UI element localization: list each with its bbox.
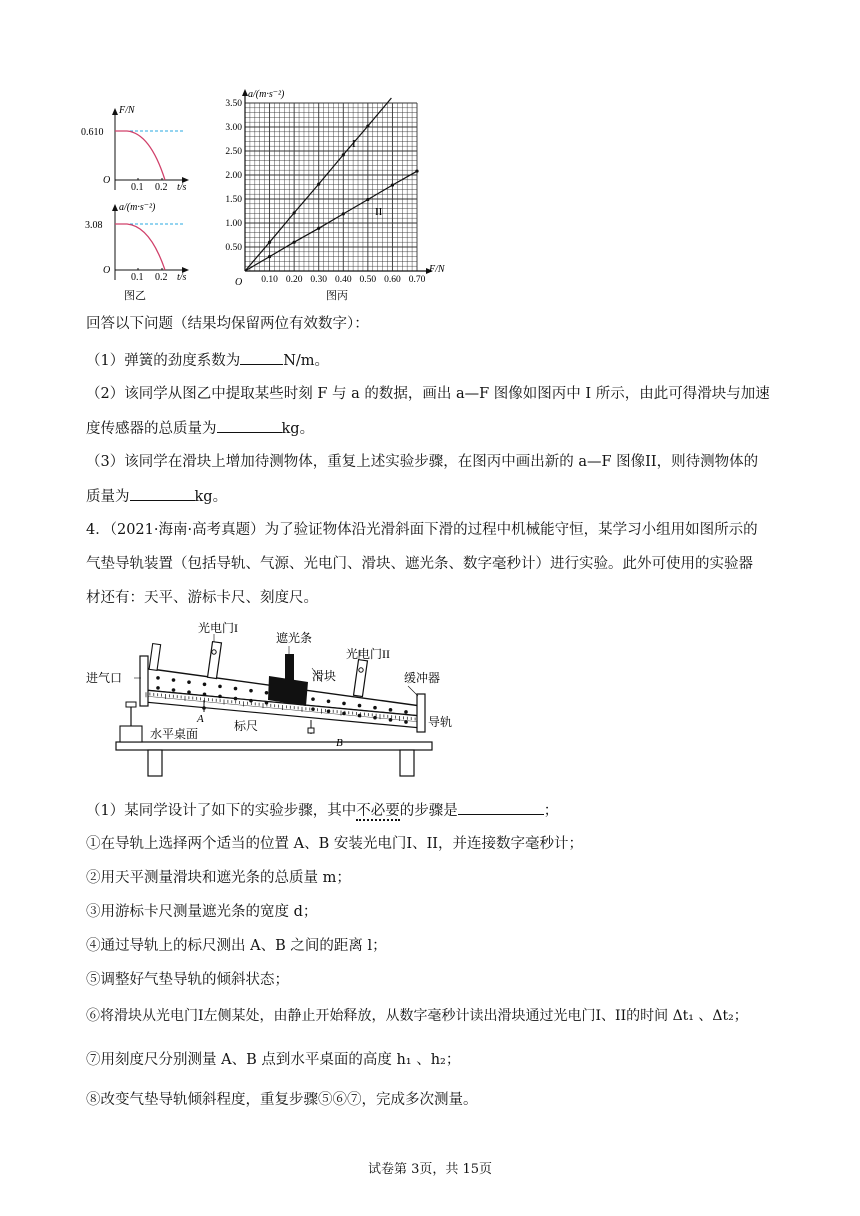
label-table: 水平桌面 (150, 727, 199, 741)
table-leg-right (400, 750, 414, 776)
air-hole (234, 697, 238, 701)
s1-emphasis: 不必要 (356, 803, 400, 819)
q3-answer-blank[interactable] (130, 486, 195, 501)
x-tick-label: 0.20 (285, 275, 303, 285)
q2-answer-blank[interactable] (217, 418, 282, 433)
series-1-point (342, 153, 345, 156)
shading-strip (285, 654, 294, 680)
series-2-point (342, 212, 345, 215)
step-3: ③用游标卡尺测量遮光条的宽度 d； (86, 904, 318, 920)
y-tick-label: 2.50 (225, 147, 242, 157)
ft-xtick-1: 0.1 (131, 182, 144, 193)
air-hole (218, 695, 222, 699)
label-scale: 标尺 (234, 719, 259, 733)
problem-4-line-1: 4．（2021·海南·高考真题）为了验证物体沿光滑斜面下滑的过程中机械能守恒，某学习小组用如图所示的 (86, 522, 758, 538)
air-hole (156, 676, 160, 680)
air-hole (265, 691, 269, 695)
label-gate1: 光电门I (198, 621, 238, 635)
air-hole (187, 680, 191, 684)
bing-ylabel: a/(m·s⁻²) (248, 89, 285, 100)
q2-unit: kg。 (281, 421, 315, 437)
label-rail: 导轨 (428, 715, 453, 729)
series-2-point (415, 170, 418, 173)
air-hole (389, 708, 393, 712)
step-8: ⑧改变气垫导轨倾斜程度，重复步骤⑤⑥⑦，完成多次测量。 (86, 1092, 478, 1108)
ft-xtick-2: 0.2 (155, 182, 168, 193)
table-leg-left (148, 750, 162, 776)
step-2: ②用天平测量滑块和遮光条的总质量 m； (86, 870, 351, 886)
x-tick-label: 0.50 (359, 275, 377, 285)
question-2-line-2 (86, 418, 314, 439)
step-4: ④通过导轨上的标尺测出 A、B 之间的距离 l； (86, 938, 387, 954)
at-xtick-2: 0.2 (155, 272, 168, 283)
x-tick-label: 0.60 (384, 275, 401, 285)
series-1-point (317, 183, 320, 186)
series-1-point (268, 241, 271, 244)
at-ylabel: a/(m·s⁻²) (119, 202, 156, 213)
photogate-1 (208, 642, 222, 679)
air-hole (373, 706, 377, 710)
line-label-1: I (352, 138, 356, 150)
q1-unit: N/m。 (283, 353, 330, 369)
label-b: B (336, 737, 343, 749)
s1-end: ； (543, 803, 559, 819)
step-1: ①在导轨上选择两个适当的位置 A、B 安装光电门I、II，并连接数字毫秒计； (86, 836, 584, 852)
air-hole (234, 687, 238, 691)
support-block (120, 726, 142, 742)
step-7: ⑦用刻度尺分别测量 A、B 点到水平桌面的高度 h₁ 、h₂； (86, 1052, 461, 1068)
step-question (86, 800, 558, 821)
air-hole (187, 690, 191, 694)
table-top (116, 742, 432, 750)
label-strip: 遮光条 (276, 631, 313, 645)
q1-text: （1）弹簧的劲度系数为 (86, 353, 241, 369)
bing-xlabel: F/N (429, 264, 445, 275)
chart-grid (245, 103, 417, 271)
air-track-apparatus (86, 616, 453, 781)
figure-bing-caption: 图丙 (326, 290, 348, 302)
problem-4-line-2: 气垫导轨装置（包括导轨、气源、光电门、滑块、遮光条、数字毫秒计）进行实验。此外可使用的实验器 (86, 556, 753, 572)
ft-origin: O (103, 175, 111, 186)
air-hole (203, 682, 207, 686)
question-3-line-2 (86, 486, 227, 507)
x-tick-label: 0.30 (310, 275, 328, 285)
air-hole (172, 688, 176, 692)
photogate-2 (354, 660, 368, 697)
y-tick-label: 1.50 (225, 195, 242, 205)
label-a: A (197, 713, 204, 725)
air-hole (327, 700, 331, 704)
series-2-point (293, 241, 296, 244)
ft-ylabel: F/N (119, 105, 135, 116)
at-xlabel: t/s (177, 272, 187, 283)
air-hole (404, 720, 408, 724)
air-hole (389, 718, 393, 722)
s1-text: （1）某同学设计了如下的实验步骤，其中 (86, 803, 357, 819)
air-hole (404, 710, 408, 714)
air-hole (172, 678, 176, 682)
air-hole (249, 689, 253, 693)
label-buffer: 缓冲器 (404, 671, 441, 685)
intro-text: 回答以下问题（结果均保留两位有效数字）： (86, 316, 369, 332)
ft-ymark: 0.610 (81, 127, 104, 138)
q3-unit: kg。 (194, 489, 228, 505)
series-2-point (366, 198, 369, 201)
air-hole (358, 704, 362, 708)
label-inlet: 进气口 (86, 671, 123, 685)
q3-text: 质量为 (86, 489, 130, 505)
y-tick-label: 3.00 (225, 123, 242, 133)
y-tick-label: 3.50 (225, 99, 242, 109)
air-hole (265, 701, 269, 705)
air-hole (342, 702, 346, 706)
figure-yi (75, 100, 205, 305)
at-ymark: 3.08 (85, 220, 103, 231)
x-tick-label: 0.70 (408, 275, 426, 285)
x-tick-label: 0.10 (261, 275, 278, 285)
series-1-point (293, 211, 296, 214)
air-hole (249, 699, 253, 703)
line-label-2: II (375, 206, 383, 218)
air-hole (327, 710, 331, 714)
accel-time-graph (85, 202, 189, 283)
figure-yi-caption: 图乙 (124, 290, 146, 302)
page-footer: 试卷第 3页，共 15页 (367, 1162, 493, 1177)
chart-axes (242, 89, 433, 274)
air-hole (342, 712, 346, 716)
problem-4-line-3: 材还有：天平、游标卡尺、刻度尺。 (86, 590, 318, 606)
s1-text-mid: 的步骤是 (399, 803, 458, 819)
air-hole (311, 707, 315, 711)
question-1 (86, 350, 329, 371)
question-3-line-1: （3）该同学在滑块上增加待测物体，重复上述实验步骤，在图丙中画出新的 a—F 图像II，则待测物体的 (86, 454, 759, 470)
series-2-point (317, 227, 320, 230)
air-hole (311, 697, 315, 701)
figure-bing-chart (215, 85, 450, 305)
air-hole (218, 685, 222, 689)
s1-answer-blank[interactable] (458, 800, 544, 815)
series-2-point (391, 183, 394, 186)
label-slider: 滑块 (312, 669, 337, 683)
force-time-graph (81, 105, 189, 193)
y-tick-label: 1.00 (225, 219, 242, 229)
ft-xlabel: t/s (177, 182, 187, 193)
series-1-point (366, 124, 369, 127)
q1-answer-blank[interactable] (240, 350, 283, 365)
question-2-line-1: （2）该同学从图乙中提取某些时刻 F 与 a 的数据，画出 a—F 图像如图丙中 I 所示，由此可得滑块与加速 (86, 386, 770, 402)
air-hole (156, 686, 160, 690)
x-tick-label: 0.40 (334, 275, 352, 285)
y-tick-label: 2.00 (225, 171, 242, 181)
air-hole (203, 692, 207, 696)
step-6: ⑥将滑块从光电门I左侧某处，由静止开始释放，从数字毫秒计读出滑块通过光电门I、II的时间 Δt₁ 、Δt₂； (86, 1008, 748, 1024)
at-xtick-1: 0.1 (131, 272, 144, 283)
series-2-point (268, 255, 271, 258)
bing-origin: O (235, 277, 243, 288)
q2-text: 度传感器的总质量为 (86, 421, 217, 437)
step-5: ⑤调整好气垫导轨的倾斜状态； (86, 972, 289, 988)
at-origin: O (103, 265, 111, 276)
y-tick-label: 0.50 (225, 243, 242, 253)
label-gate2: 光电门II (346, 647, 390, 661)
